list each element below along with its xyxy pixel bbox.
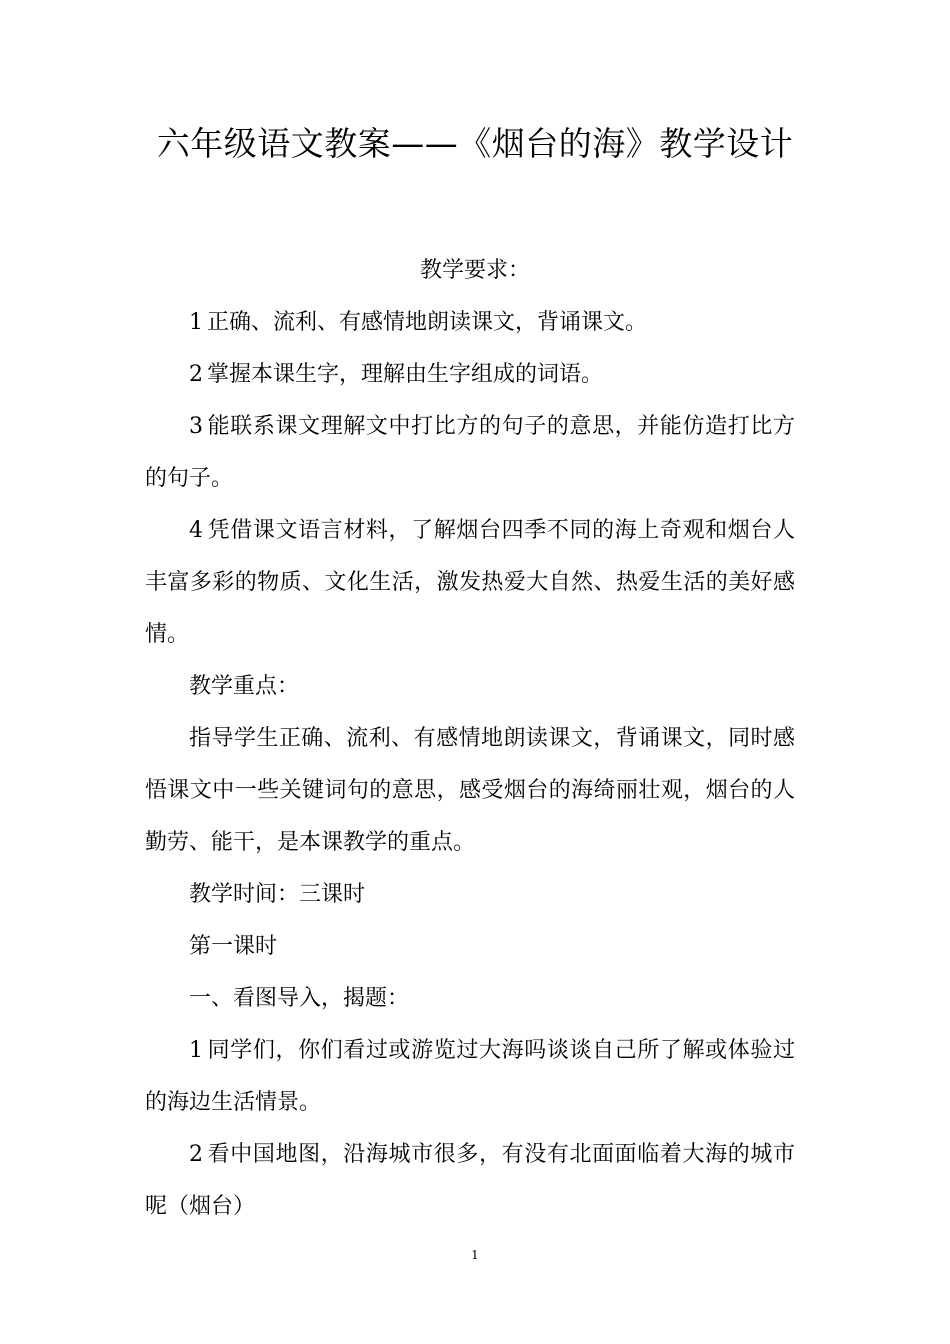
step-1 bbox=[145, 1025, 795, 1129]
requirement-1-number: 1 bbox=[189, 310, 203, 335]
step-1-number: 1 bbox=[189, 1038, 203, 1063]
requirement-2-number: 2 bbox=[189, 362, 203, 387]
step-1-text: 同学们，你们看过或游览过大海吗谈谈自己所了解或体验过的海边生活情景。 bbox=[145, 1038, 795, 1115]
document-body bbox=[145, 245, 795, 1233]
requirement-2-text: 掌握本课生字，理解由生字组成的词语。 bbox=[207, 362, 604, 387]
lesson-one-heading: 第一课时 bbox=[189, 934, 278, 959]
step-one-heading: 一、看图导入，揭题： bbox=[189, 986, 410, 1011]
requirement-1 bbox=[145, 297, 795, 349]
requirement-2 bbox=[145, 349, 795, 401]
requirement-4-text: 凭借课文语言材料，了解烟台四季不同的海上奇观和烟台人丰富多彩的物质、文化生活，激发热爱大自然、热爱生活的美好感情。 bbox=[145, 518, 795, 647]
requirement-1-text: 正确、流利、有感情地朗读课文，背诵课文。 bbox=[207, 310, 648, 335]
document-title: 六年级语文教案——《烟台的海》教学设计 bbox=[156, 124, 794, 163]
step-2-text: 看中国地图，沿海城市很多，有没有北面面临着大海的城市呢（烟台） bbox=[145, 1142, 795, 1219]
step-2-number: 2 bbox=[189, 1142, 203, 1167]
requirements-heading: 教学要求： bbox=[419, 258, 530, 283]
focus-text: 指导学生正确、流利、有感情地朗读课文，背诵课文，同时感悟课文中一些关键词句的意思，感受烟台的海绮丽壮观，烟台的人勤劳、能干，是本课教学的重点。 bbox=[145, 726, 795, 855]
requirement-3 bbox=[145, 401, 795, 505]
requirement-4-number: 4 bbox=[189, 518, 203, 543]
requirement-4 bbox=[145, 505, 795, 661]
focus-heading: 教学重点： bbox=[189, 674, 300, 699]
requirement-3-text: 能联系课文理解文中打比方的句子的意思，并能仿造打比方的句子。 bbox=[145, 414, 795, 491]
teaching-time: 教学时间：三课时 bbox=[189, 882, 366, 907]
page-number: 1 bbox=[471, 1248, 479, 1262]
step-2 bbox=[145, 1129, 795, 1233]
requirement-3-number: 3 bbox=[189, 414, 203, 439]
